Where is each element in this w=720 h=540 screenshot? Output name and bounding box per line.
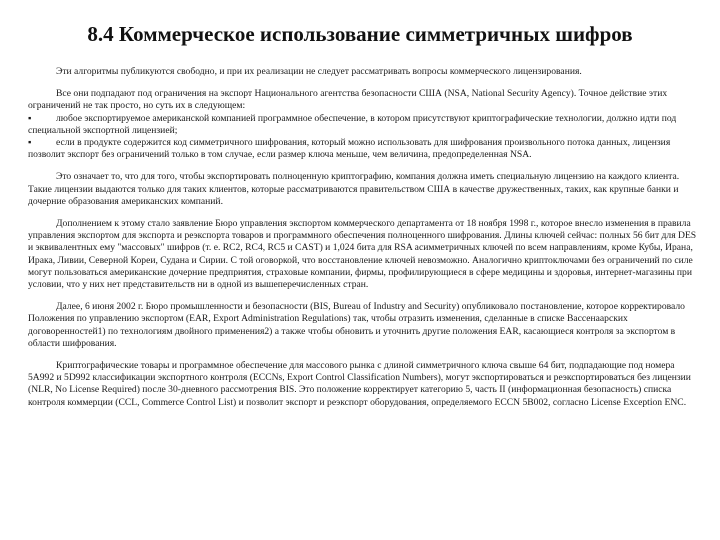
bullet-text-1: любое экспортируемое американской компанией программное обеспечение, в котором присутствуют криптографические технологии, должно идти под специальной экспортной лицензией; [28,112,677,136]
bullet-item-1 [28,113,700,137]
document-body [28,66,700,419]
restrictions-section [28,88,700,161]
paragraph-restrictions: Все они подпадают под ограничения на экспорт Национального агентства безопасности США (NSA, National Security Agency). Точное действие этих ограничений не так просто, но суть их в следующем: [28,88,668,112]
bullet-icon: ▪ [28,112,32,124]
paragraph-license: Это означает то, что для того, чтобы экспортировать полноценную криптографию, компания должна иметь специальную лицензию на каждого клиента. Такие лицензии выдаются только для таких клиентов, которые рассматриваются правительством США в качестве дружественных, таких, как крупные банки и дочерние образования американских компаний. [28,171,680,207]
paragraph-intro: Эти алгоритмы публикуются свободно, и при их реализации не следует рассматривать вопросы коммерческого лицензирования. [56,66,582,77]
bullet-icon: ▪ [28,137,32,149]
page-title: 8.4 Коммерческое использование симметричных шифров [87,22,633,46]
paragraph-1998-rule: Дополнением к этому стало заявление Бюро управления экспортом коммерческого департамента от 18 ноября 1998 г., которое внесло изменения в правила управления экспортом для экспорта и реэкспорта товаров и программного обеспечения полноценного шифрования. Длины ключей сейчас: полных 56 бит для DES и эквивалентных ему "массовых" шифров (т. е. RC2, RC4, RC5 и CAST) и 1,024 бита для RSA асимметричных ключей по всем направлениям, кроме Кубы, Ирана, Ирака, Ливии, Северной Кореи, Судана и Сирии. С той оговоркой, что восстановление ключей невозможно. Аналогично криптоключами без ограничений по силе могут пользоваться американские дочерние предприятия, страховые компании, фирмы, профилирующиеся в сфере медицины и здоровья, интернет-магазины при условии, что у них нет представительств ни в одной из вышеперечисленных стран. [28,218,697,291]
bullet-item-2 [28,137,700,161]
bullet-text-2: если в продукте содержится код симметричного шифрования, который можно использовать для шифрования произвольного потока данных, лицензия позволит экспорт без ограничений только в том случае, если размер ключа меньше, чем величина, предопределенная NSA. [28,137,671,161]
paragraph-2002-rule: Далее, 6 июня 2002 г. Бюро промышленности и безопасности (BIS, Bureau of Industry and Security) опубликовало постановление, которое корректировало Положения по управлению экспортом (EAR, Export Administration Regulations) так, чтобы отразить изменения, сделанные в списке Вассенаарских договоренностей1) по технологиям двойного применения2) а также чтобы обновить и уточнить другие положения EAR, касающиеся контроля за экспортом в области шифрования. [28,301,685,349]
paragraph-mass-market: Криптографические товары и программное обеспечение для массового рынка с длиной симметричного ключа свыше 64 бит, подпадающие под номера 5A992 и 5D992 классификации экспортного контроля (ECCNs, Export Control Classification Numbers), могут экспортироваться и реэкспортироваться без лицензии (NLR, No License Required) после 30-дневного рассмотрения BIS. Это положение корректирует категорию 5, часть II (информационная безопасность) списка контроля коммерции (CCL, Commerce Control List) и позволит экспорт и реэкспорт оборудования, определяемого ECCN 5B002, согласно License Exception ENC. [28,360,691,408]
